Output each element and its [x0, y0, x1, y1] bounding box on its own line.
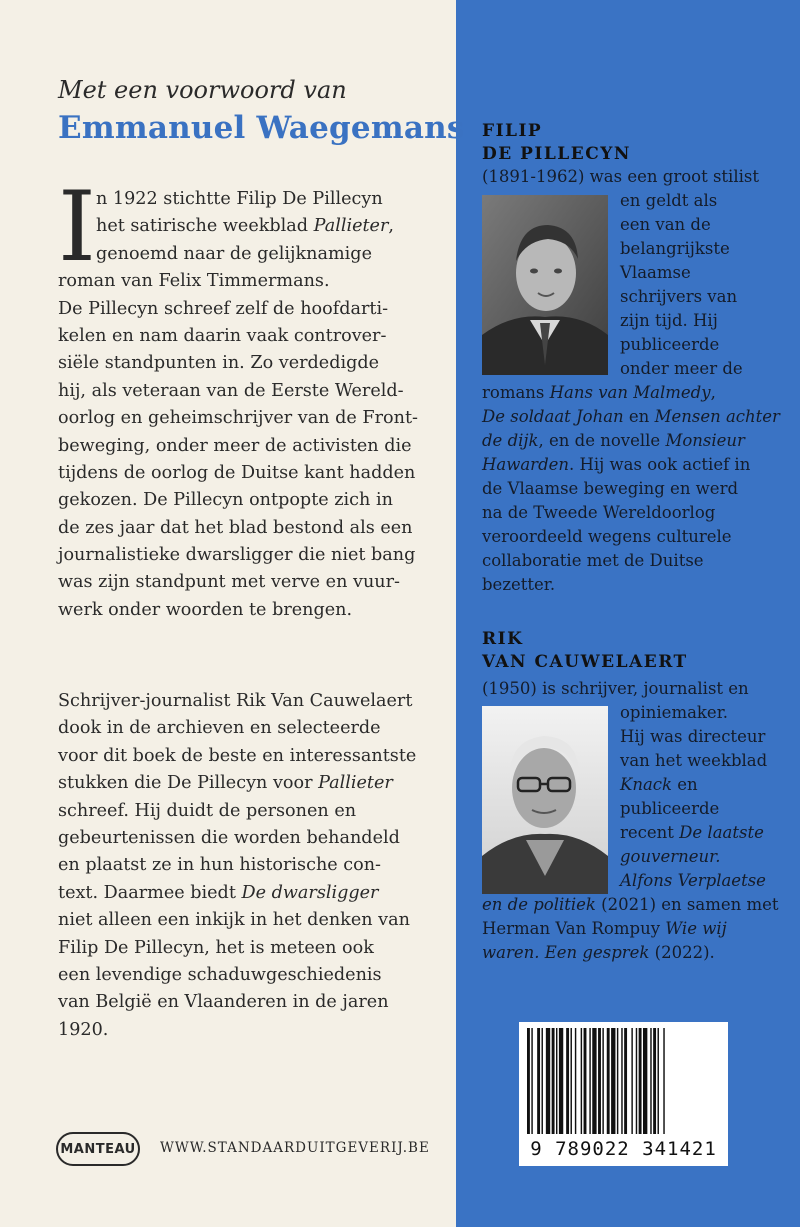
author2-bio-line [482, 917, 727, 941]
intro-line: de zes jaar dat het blad bestond als een [58, 517, 413, 538]
book-title: de dijk [482, 431, 539, 450]
author1-bio-line: een van de [620, 215, 711, 234]
barcode-bar [624, 1028, 627, 1134]
barcode-bar [584, 1028, 587, 1134]
author1-name-last: DE PILLECYN [482, 144, 631, 164]
second-line: dook in de archieven en selecteerde [58, 718, 381, 739]
barcode-bar [527, 1028, 530, 1134]
second-text: text. Daarmee biedt [58, 882, 242, 903]
intro-paragraph [58, 171, 448, 624]
author2-bio-line: opiniemaker. [620, 703, 729, 722]
second-line: van België en Vlaanderen in de jaren [58, 992, 389, 1013]
author1-bio-line: en geldt als [620, 191, 718, 210]
bio-text: recent [620, 823, 680, 842]
author1-bio-line: bezetter. [482, 575, 556, 594]
second-line: 1920. [58, 1019, 109, 1040]
barcode-bar [631, 1028, 632, 1134]
barcode-bar [650, 1028, 651, 1134]
bio-text: Herman Van Rompuy [482, 919, 666, 938]
book-title: Hawarden [482, 455, 570, 474]
second-line: Schrijver-journalist Rik Van Cauwelaert [58, 691, 413, 711]
author1-bio-line: zijn tijd. Hij [620, 311, 718, 330]
intro-line: gekozen. De Pillecyn ontpopte zich in [58, 490, 393, 511]
author1-bio-line [482, 429, 745, 453]
second-line [58, 770, 448, 797]
author1-portrait-photo [482, 195, 608, 375]
author1-bio-line: schrijvers van [620, 287, 738, 306]
intro-text: het satirische weekblad [96, 216, 314, 237]
intro-line: De Pillecyn schreef zelf de hoofdarti- [58, 298, 389, 319]
barcode-bar [663, 1028, 664, 1134]
manteau-logo: MANTEAU [56, 1132, 140, 1166]
barcode-bar [592, 1028, 596, 1134]
second-line [58, 880, 448, 907]
bio-text: (2022). [649, 943, 715, 962]
barcode-bar [537, 1028, 540, 1134]
intro-line: hij, als veteraan van de Eerste Wereld- [58, 380, 404, 401]
author1-bio-line: Vlaamse [620, 263, 691, 282]
second-line: voor dit boek de beste en interessantste [58, 745, 417, 766]
bio-text: en [623, 407, 655, 426]
book-title: De dwarsligger [241, 882, 379, 903]
book-title: Hans van Malmedy [549, 383, 711, 402]
intro-line: journalistieke dwarsligger die niet bang [58, 545, 416, 566]
barcode-bar [566, 1028, 569, 1134]
barcode-bar [556, 1028, 557, 1134]
author2-bio-line: Alfons Verplaetse [620, 871, 766, 890]
author2-bio-line: (1950) is schrijver, journalist en [482, 679, 749, 698]
barcode-bar [607, 1028, 610, 1134]
barcode-bar [643, 1028, 647, 1134]
intro-line: tijdens de oorlog de Duitse kant hadden [58, 462, 416, 483]
barcode-bar [552, 1028, 555, 1134]
author2-name-first: RIK [482, 629, 524, 649]
barcode-bar [598, 1028, 601, 1134]
book-title: waren. Een gesprek [482, 943, 650, 962]
barcode-bar [571, 1028, 572, 1134]
barcode-bar [611, 1028, 615, 1134]
drop-cap: I [58, 171, 96, 283]
intro-line: oorlog en geheimschrijver van de Front- [58, 408, 418, 429]
intro-line: siële standpunten in. Zo verdedigde [58, 353, 380, 374]
barcode-bar [639, 1028, 642, 1134]
second-line: Filip De Pillecyn, het is meteen ook [58, 937, 374, 958]
second-line: en plaatst ze in hun historische con- [58, 855, 382, 876]
barcode-bar [621, 1028, 622, 1134]
barcode-bar [559, 1028, 563, 1134]
intro-line [58, 213, 448, 240]
intro-line: was zijn standpunt met verve en vuur- [58, 572, 400, 593]
author2-bio-line: Hij was directeur [620, 727, 766, 746]
author1-bio-line [482, 453, 750, 477]
intro-comma: , [388, 216, 394, 237]
pallieter-title: Pallieter [318, 773, 393, 794]
author2-name-last: VAN CAUWELAERT [482, 652, 688, 672]
author2-bio-line: publiceerde [620, 799, 720, 818]
author2-bio-line: gouverneur. [620, 847, 721, 866]
intro-line: beweging, onder meer de activisten die [58, 435, 412, 456]
author2-bio-line [482, 941, 715, 965]
book-title: Monsieur [665, 431, 745, 450]
bio-text: , [710, 383, 716, 402]
barcode-bar [581, 1028, 582, 1134]
author1-portrait-icon [482, 195, 608, 375]
book-title: De laatste [679, 823, 764, 842]
second-text: stukken die De Pillecyn voor [58, 773, 319, 794]
author2-bio-line [482, 893, 779, 917]
second-line: schreef. Hij duidt de personen en [58, 800, 357, 821]
barcode-bar [542, 1028, 543, 1134]
second-line: een levendige schaduwgeschiedenis [58, 964, 382, 985]
magazine-title: Knack [620, 775, 673, 794]
pallieter-title: Pallieter [313, 216, 389, 237]
author1-bio-line: collaboratie met de Duitse [482, 551, 704, 570]
book-title: Wie wij [665, 919, 727, 938]
barcode-bar [589, 1028, 590, 1134]
author1-bio-line: na de Tweede Wereldoorlog [482, 503, 716, 522]
bio-text: . Hij was ook actief in [569, 455, 751, 474]
foreword-line: Met een voorwoord van [58, 76, 347, 104]
isbn-barcode [519, 1022, 728, 1166]
barcode-bar [575, 1028, 576, 1134]
author1-bio-line: de Vlaamse beweging en werd [482, 479, 739, 498]
barcode-bar [617, 1028, 618, 1134]
barcode-bar [546, 1028, 550, 1134]
barcode-bars-icon [519, 1026, 728, 1138]
second-paragraph [58, 688, 448, 1044]
author1-bio-line: onder meer de [620, 359, 743, 378]
author2-portrait-icon [482, 706, 608, 894]
author1-bio-line [482, 405, 780, 429]
barcode-bar [658, 1028, 659, 1134]
intro-line: roman van Felix Timmermans. [58, 271, 330, 292]
bio-text: en [672, 775, 698, 794]
second-line: gebeurtenissen die worden behandeld [58, 827, 400, 848]
author1-name-first: FILIP [482, 121, 543, 141]
author2-bio-line [620, 821, 764, 845]
author2-portrait-photo [482, 706, 608, 894]
book-title: De soldaat Johan [482, 407, 624, 426]
author1-bio-line: belangrijkste [620, 239, 730, 258]
barcode-bar [653, 1028, 656, 1134]
intro-line: werk onder woorden te brengen. [58, 599, 353, 620]
bio-text: (2021) en samen met [595, 895, 779, 914]
author2-bio-line [620, 773, 698, 797]
barcode-bar [602, 1028, 603, 1134]
isbn-number: 9 789022 341421 [530, 1138, 717, 1160]
editor-name: Emmanuel Waegemans [58, 110, 465, 146]
barcode-bar [531, 1028, 532, 1134]
author1-bio-line [482, 381, 716, 405]
author2-bio-line: van het weekblad [620, 751, 768, 770]
intro-line: kelen en nam daarin vaak controver- [58, 325, 387, 346]
book-title: Mensen achter [654, 407, 780, 426]
author1-bio-line: publiceerde [620, 335, 720, 354]
second-line: niet alleen een inkijk in het denken van [58, 910, 410, 931]
bio-text: , en de novelle [538, 431, 666, 450]
author1-bio-line: veroordeeld wegens culturele [482, 527, 732, 546]
intro-line: n 1922 stichtte Filip De Pillecyn [96, 189, 383, 209]
book-title: en de politiek [482, 895, 596, 914]
publisher-url[interactable]: WWW.STANDAARDUITGEVERIJ.BE [160, 1140, 430, 1156]
bio-text: romans [482, 383, 550, 402]
author1-bio-line: (1891-1962) was een groot stilist [482, 167, 759, 186]
barcode-bar [636, 1028, 637, 1134]
intro-line: genoemd naar de gelijknamige [96, 243, 372, 264]
